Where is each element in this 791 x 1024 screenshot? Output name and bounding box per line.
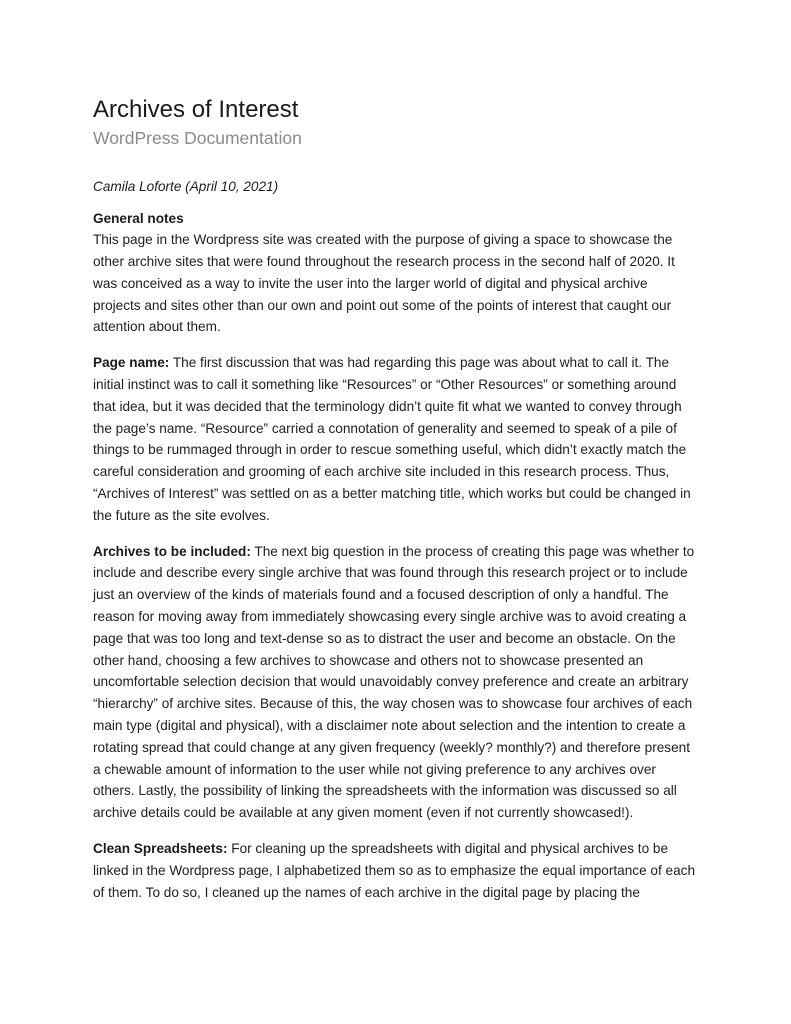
paragraph-lead-clean-spreadsheets: Clean Spreadsheets: (93, 841, 228, 857)
paragraph-clean-spreadsheets (93, 838, 698, 903)
paragraph-text-archives-to-be-included: The next big question in the process of creating this page was whether to include and describe every single archive that was found through this research project or to include just an overview of the kinds of materials found and a focused description of only a handful. The reason for moving away from immediately showcasing every single archive was to avoid creating a page that was too long and text-dense so as to distract the user and become an obstacle. On the other hand, choosing a few archives to showcase and others not to showcase presented an uncomfortable selection decision that would unavoidably convey preference and create an arbitrary “hierarchy” of archive sites. Because of this, the way chosen was to showcase four archives of each main type (digital and physical), with a disclaimer note about selection and the intention to create a rotating spread that could change at any given frequency (weekly? monthly?) and therefore present a chewable amount of information to the user while not giving preference to any archives over others. Lastly, the possibility of linking the spreadsheets with the information was discussed so all archive details could be available at any given moment (even if not currently showcased!). (93, 543, 695, 821)
page-title: Archives of Interest (93, 96, 299, 123)
paragraph-general-notes: This page in the Wordpress site was created with the purpose of giving a space to showcase the other archive sites that were found throughout the research process in the second half of 2020. It was conceived as a way to invite the user into the larger world of digital and physical archive projects and sites other than our own and point out some of the points of interest that caught our attention about them. (93, 232, 675, 335)
paragraph-text-page-name: The first discussion that was had regarding this page was about what to call it. The initial instinct was to call it something like “Resources” or “Other Resources” or something around that idea, but it was decided that the terminology didn’t quite fit what we wanted to convey through the page’s name. “Resource” carried a connotation of generality and seemed to speak of a pile of things to be rummaged through in order to rescue something useful, which didn’t exactly match the careful consideration and grooming of each archive site included in this research process. Thus, “Archives of Interest” was settled on as a better matching title, which works but could be changed in the future as the site evolves. (93, 355, 691, 523)
page-subtitle: WordPress Documentation (93, 127, 302, 148)
section-heading-general-notes: General notes (93, 210, 184, 226)
paragraph-page-name (93, 352, 698, 526)
byline: Camila Loforte (April 10, 2021) (93, 178, 279, 194)
paragraph-archives-to-be-included (93, 541, 698, 824)
paragraph-text-clean-spreadsheets: For cleaning up the spreadsheets with digital and physical archives to be linked in the Wordpress page, I alphabetized them so as to emphasize the equal importance of each of them. To do so, I cleaned up the names of each archive in the digital page by placing the (93, 841, 696, 900)
paragraph-lead-page-name: Page name: (93, 355, 170, 371)
paragraph-lead-archives-to-be-included: Archives to be included: (93, 543, 251, 559)
